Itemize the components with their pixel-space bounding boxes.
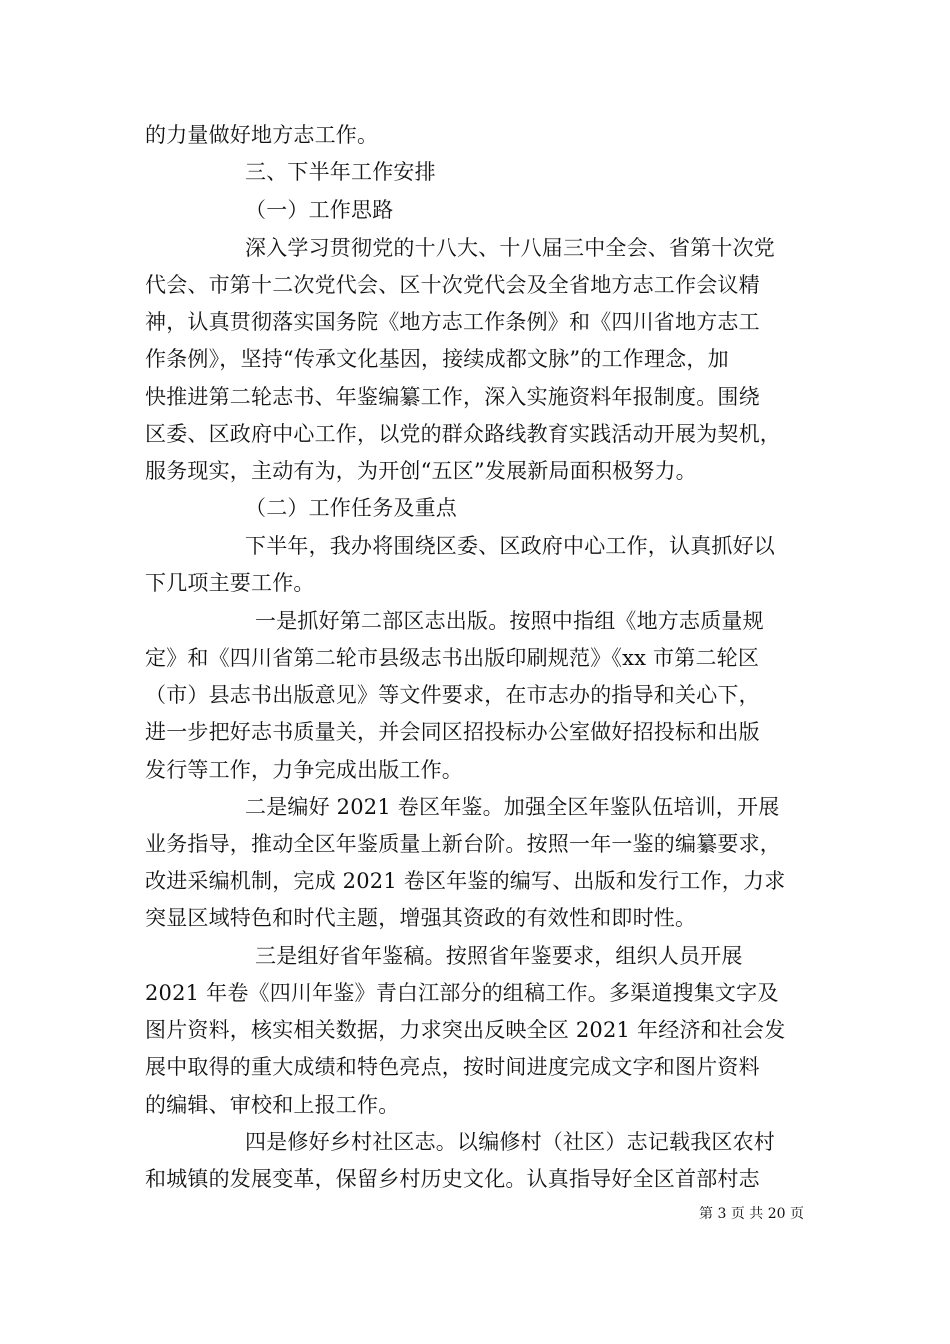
text-line: 三是组好省年鉴稿。按照省年鉴要求，组织人员开展	[255, 944, 743, 968]
text-line: 四是修好乡村社区志。以编修村（社区）志记载我区农村	[245, 1130, 775, 1154]
text-line: 代会、市第十二次党代会、区十次党代会及全省地方志工作会议精	[145, 273, 760, 297]
text-line: 2021 年卷《四川年鉴》青白江部分的组稿工作。多渠道搜集文字及	[145, 981, 779, 1005]
subsection-heading: （一）工作思路	[245, 198, 394, 222]
text-line: 进一步把好志书质量关，并会同区招投标办公室做好招投标和出版	[145, 720, 760, 744]
text-line: （市）县志书出版意见》等文件要求，在市志办的指导和关心下，	[145, 683, 760, 707]
text-line: 展中取得的重大成绩和特色亮点，按时间进度完成文字和图片资料	[145, 1055, 760, 1079]
text-line: 下半年，我办将围绕区委、区政府中心工作，认真抓好以	[245, 534, 775, 558]
page-number: 第 3 页 共 20 页	[699, 1206, 804, 1222]
text-line: 改进采编机制，完成 2021 卷区年鉴的编写、出版和发行工作，力求	[145, 869, 786, 893]
subsection-heading: （二）工作任务及重点	[245, 496, 457, 520]
text-line: 服务现实，主动有为，为开创“五区”发展新局面积极努力。	[145, 459, 697, 483]
text-line: 和城镇的发展变革，保留乡村历史文化。认真指导好全区首部村志	[145, 1167, 760, 1191]
section-heading: 三、下半年工作安排	[245, 160, 436, 184]
text-line: 发行等工作，力争完成出版工作。	[145, 758, 463, 782]
text-line: 定》和《四川省第二轮市县级志书出版印刷规范》《xx 市第二轮区	[145, 646, 760, 670]
text-line: 突显区域特色和时代主题，增强其资政的有效性和即时性。	[145, 906, 697, 930]
text-line: 下几项主要工作。	[145, 571, 315, 595]
text-line: 的力量做好地方志工作。	[145, 123, 379, 147]
text-line: 的编辑、审校和上报工作。	[145, 1093, 400, 1117]
text-line: 快推进第二轮志书、年鉴编纂工作，深入实施资料年报制度。围绕	[145, 385, 760, 409]
text-line: 业务指导，推动全区年鉴质量上新台阶。按照一年一鉴的编纂要求，	[145, 832, 781, 856]
text-line: 神，认真贯彻落实国务院《地方志工作条例》和《四川省地方志工	[145, 310, 760, 334]
text-line: 二是编好 2021 卷区年鉴。加强全区年鉴队伍培训，开展	[245, 795, 780, 819]
text-line: 深入学习贯彻党的十八大、十八届三中全会、省第十次党	[245, 236, 775, 260]
text-line: 区委、区政府中心工作，以党的群众路线教育实践活动开展为契机，	[145, 422, 781, 446]
text-line: 一是抓好第二部区志出版。按照中指组《地方志质量规	[255, 609, 764, 633]
text-line: 作条例》，坚持“传承文化基因，接续成都文脉”的工作理念，加	[145, 347, 729, 371]
text-line: 图片资料，核实相关数据，力求突出反映全区 2021 年经济和社会发	[145, 1018, 786, 1042]
